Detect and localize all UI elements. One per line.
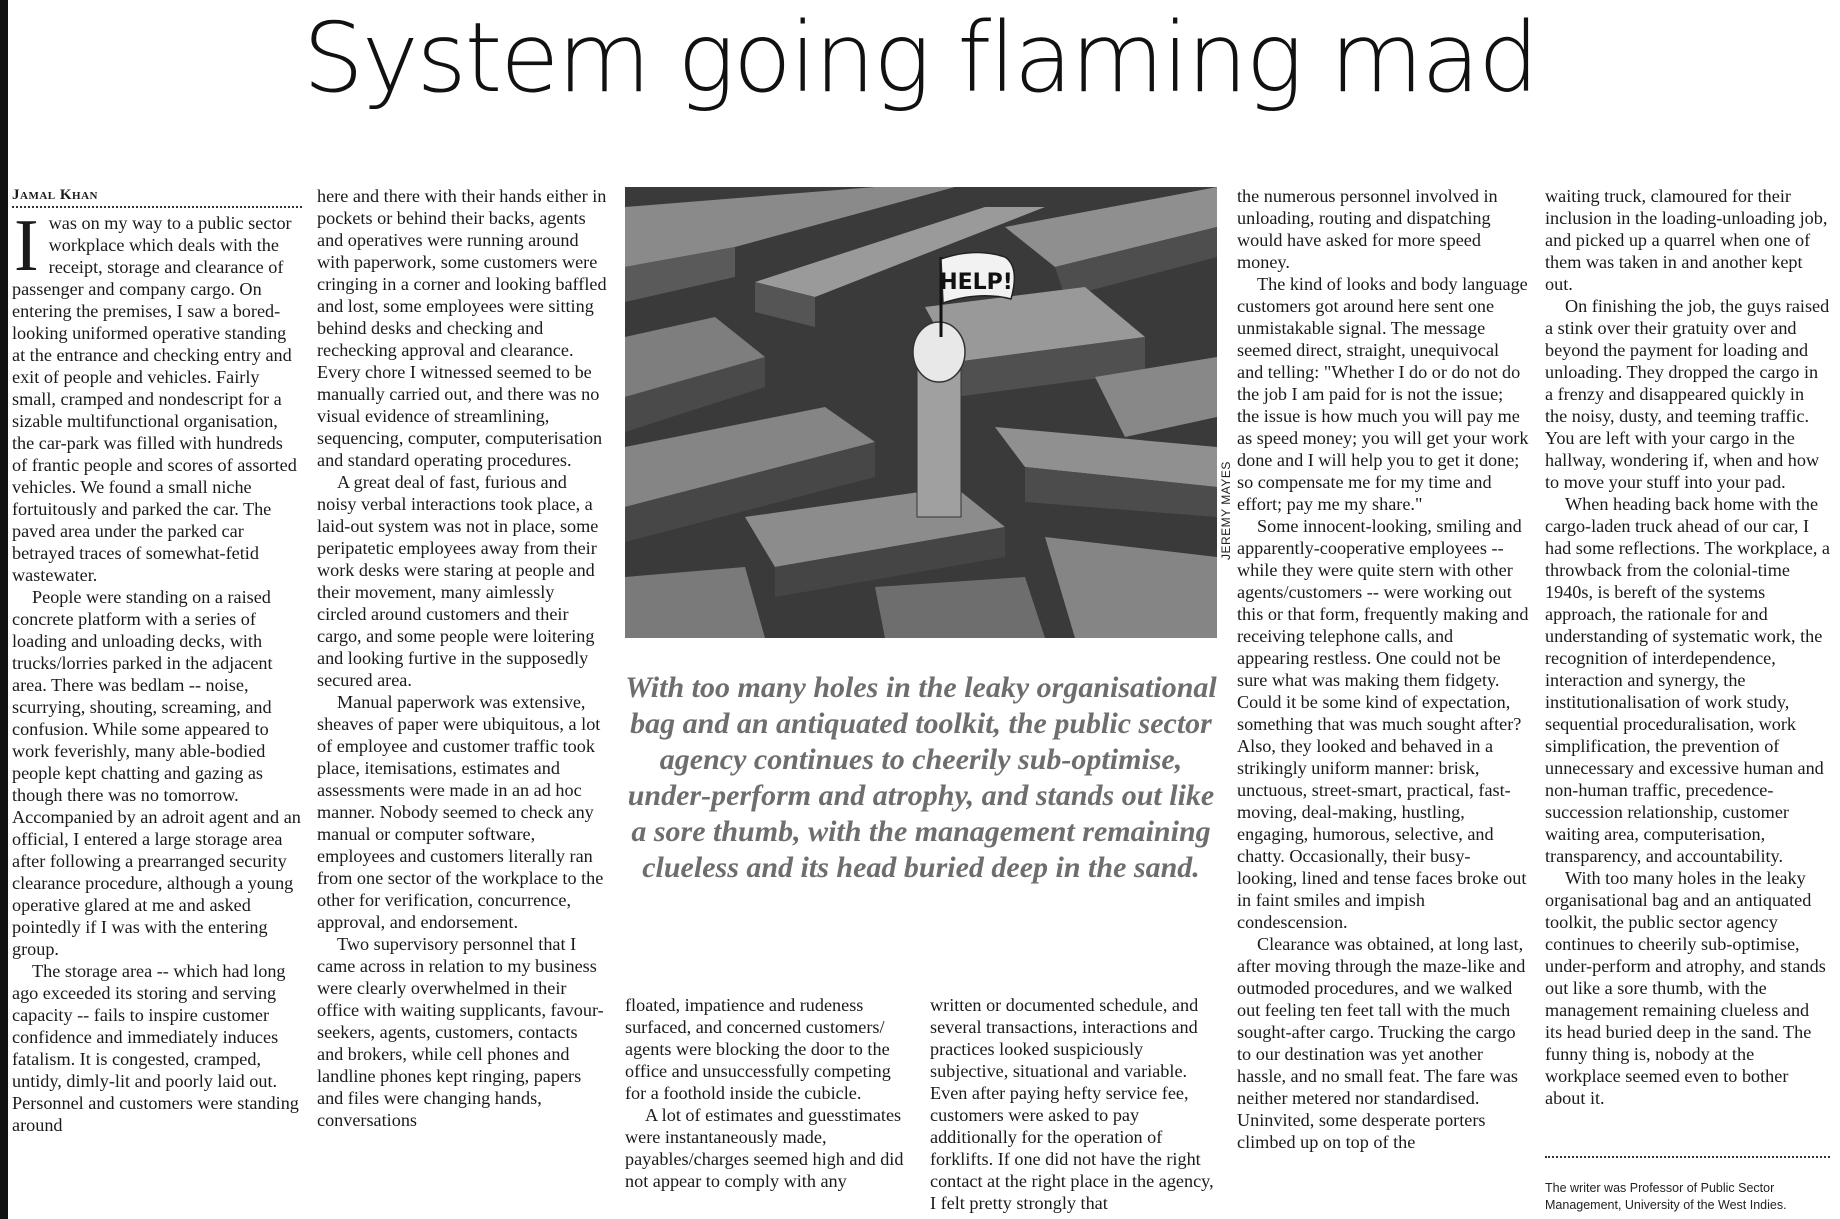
paragraph: On finishing the job, the guys raised a stink over their gratuity over and beyond the payment for loading and unloading. They dropped the cargo in a frenzy and disappeared quickly in the noisy, dusty, and teeming traffic. You are left with your cargo in the hallway, wondering if, when and how to move your stuff into your pad. — [1545, 296, 1830, 492]
paragraph: Manual paperwork was extensive, sheaves of paper were ubiquitous, a lot of employee and customer traffic took place, itemisations, estimates and assessments were made in an ad hoc manner. Nobody seemed to check any manual or computer software, employees and customers literally ran from one sector of the workplace to the other for verification, concurrence, approval, and endorsement. — [317, 692, 604, 932]
column-1 — [12, 186, 302, 1216]
paragraph: With too many holes in the leaky organisational bag and an antiquated toolkit, the public sector agency continues to cheerily sub-optimise, under-perform and atrophy, and stands out like a sore thumb, with the management remaining clueless and its head buried deep in the sand. The funny thing is, nobody at the workplace seemed even to bother about it. — [1545, 868, 1826, 1108]
column-6 — [1545, 185, 1830, 1145]
column-2 — [317, 185, 607, 1215]
drop-cap: I — [14, 205, 39, 287]
paragraph: The kind of looks and body language customers got around here sent one unmistakable signal. The message seemed direct, straight, unequivocal and telling: "Whether I do or do not do the job I am paid for is not the issue; the issue is how much you will pay me as speed money; you will get your work done and I will help you to get it done; so compensate me for my time and effort; pay me my share." — [1237, 274, 1529, 514]
maze-graphic — [625, 187, 1217, 638]
paragraph: The storage area -- which had long ago exceeded its storing and serving capacity -- fails to inspire customer confidence and immediately induces fatalism. It is congested, cramped, untidy, dimly-lit and poorly laid out. Personnel and customers were standing around — [12, 961, 299, 1135]
page-edge-bar — [0, 0, 8, 1219]
paragraph: floated, impatience and rudeness surfaced, and concerned customers/ agents were blocking the door to the office and unsuccessfully competing for a foothold inside the cubicle. — [625, 995, 891, 1103]
column-5 — [1237, 185, 1529, 1215]
byline: Jamal Khan — [12, 186, 302, 208]
paragraph: A lot of estimates and guesstimates were instantaneously made, payables/charges seemed high and did not appear to comply with any — [625, 1105, 904, 1191]
paragraph: Some innocent-looking, smiling and apparently-cooperative employees -- while they were quite stern with other agents/customers -- were working out this or that form, frequently making and receiving telephone calls, and appearing restless. One could not be sure what was making them fidgety. Could it be some kind of expectation, something that was much sought after? Also, they looked and behaved in a strikingly uniform manner: brisk, unctuous, street-smart, practical, fast-moving, deal-making, hustling, engaging, humorous, selective, and chatty. Occasionally, their busy-looking, lined and tense faces broke out in faint smiles and impish condescension. — [1237, 516, 1529, 932]
paragraph: the numerous personnel involved in unloading, routing and dispatching would have asked for more speed money. — [1237, 186, 1498, 272]
paragraph: When heading back home with the cargo-laden truck ahead of our car, I had some reflections. The workplace, a throwback from the colonial-time 1940s, is bereft of the systems approach, the rationale for and understanding of systematic work, the recognition of interdependence, interaction and synergy, the institutionalisation of work study, sequential proceduralisation, work simplification, the prevention of unnecessary and excessive human and non-human traffic, precedence-succession relationship, customer waiting area, computerisation, transparency, and accountability. — [1545, 494, 1830, 866]
paragraph: Clearance was obtained, at long last, after moving through the maze-like and outmoded procedures, and we walked out feeling ten feet tall with the much sought-after cargo. Trucking the cargo to our destination was yet another hassle, and no small feat. The fare was neither metered nor standardised. Uninvited, some desperate porters climbed up on top of the — [1237, 934, 1526, 1152]
paragraph: A great deal of fast, furious and noisy verbal interactions took place, a laid-out system was not in place, some peripatetic employees away from their work desks were staring at people and their movement, many aimlessly circled around customers and their cargo, and some people were loitering and looking furtive in the supposedly secured area. — [317, 472, 599, 690]
pull-quote: With too many holes in the leaky organisational bag and an antiquated toolkit, the public sector agency continues to cheerily sub-optimise, under-perform and atrophy, and stands out like a sore thumb, with the management remaining clueless and its head buried deep in the sand. — [625, 671, 1217, 884]
paragraph: People were standing on a raised concrete platform with a series of loading and unloading decks, with trucks/lorries parked in the adjacent area. There was bedlam -- noise, scurrying, shouting, screaming, and confusion. While some appeared to work feverishly, many able-bodied people kept chatting and gazing as though there was no tomorrow. Accompanied by an adroit agent and an official, I entered a large storage area after following a prearranged security clearance procedure, although a young operative glared at me and asked pointedly if I was with the entering group. — [12, 587, 301, 959]
image-credit: JEREMY MAYES — [1219, 461, 1233, 560]
paragraph: Iwas on my way to a public sector workplace which deals with the receipt, storage and clearance of passenger and company cargo. On entering the premises, I saw a bored-looking uniformed operative standing at the entrance and checking entry and exit of people and vehicles. Fairly small, cramped and nondescript for a sizable multifunctional organisation, the car-park was filled with hundreds of frantic people and scores of assorted vehicles. We found a small niche fortuitously and parked the car. The paved area under the parked car betrayed traces of somewhat-fetid wastewater. — [12, 205, 297, 585]
column-3 — [625, 994, 915, 1216]
headline: System going flaming mad — [302, 2, 1538, 114]
paragraph: written or documented schedule, and several transactions, interactions and practices looked suspiciously subjective, situational and variable. Even after paying hefty service fee, customers were asked to pay additionally for the operation of forklifts. If one did not have the right contact at the right place in the agency, I felt pretty strongly that — [930, 995, 1214, 1213]
paragraph: waiting truck, clamoured for their inclusion in the loading-unloading job, and picked up a quarrel when one of them was taken in and another kept out. — [1545, 186, 1828, 294]
flag-text: HELP! — [939, 270, 1013, 295]
author-note: The writer was Professor of Public Sector Management, University of the West Indies. — [1545, 1156, 1830, 1214]
paragraph: Two supervisory personnel that I came across in relation to my business were clearly overwhelmed in their office with waiting supplicants, favour-seekers, agents, customers, contacts and brokers, while cell phones and landline phones kept ringing, papers and files were changing hands, conversations — [317, 934, 604, 1130]
maze-illustration — [625, 187, 1217, 638]
paragraph: here and there with their hands either in pockets or behind their backs, agents and operatives were running around with paperwork, some customers were cringing in a corner and looking baffled and lost, some employees were sitting behind desks and checking and rechecking approval and clearance. Every chore I witnessed seemed to be manually carried out, and there was no visual evidence of streamlining, sequencing, computer, computerisation and standard operating procedures. — [317, 186, 607, 470]
column-4 — [930, 994, 1220, 1216]
